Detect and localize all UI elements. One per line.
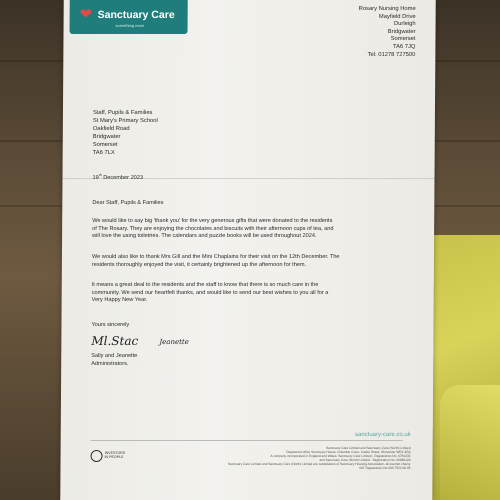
signatory-title: Administrators. <box>91 361 129 367</box>
paragraph-gifts: We would like to say big 'thank you' for the very generous gifts that were donated to the residents of The Rosary. They are enjoying the chocolates and biscuits with their afternoon cups of tea, and will love the using toiletries. The calendars and puzzle books will be used throughout 2024. <box>92 218 334 240</box>
heart-icon: ❤ <box>79 6 93 23</box>
paragraph-visit: We would also like to thank Mrs Gill and the Mini Chaplains for their visit on the 12th December. The residents thoroughly enjoyed the visit, it certainly brightened up the afternoon for them. <box>91 254 340 268</box>
paragraph-wishes: It means a great deal to the residents and the staff to know that there is so much care in the community. We send our heartfelt thanks, and would like to send our best wishes to you all for a Very Happy New Year. <box>91 282 329 304</box>
investors-in-people-label: INVESTORS IN PEOPLE <box>104 451 126 460</box>
salutation: Dear Staff, Pupils & Families <box>92 200 164 206</box>
yellow-fabric-fold <box>440 385 500 500</box>
sanctuary-care-logo <box>70 0 188 34</box>
signatory-names: Sally and Jeanette <box>91 353 138 359</box>
letter-page <box>60 0 435 500</box>
footer-fine-print: Sanctuary Care Limited and Sanctuary Care (North) Limited Registered office Sanctuary House, Chamber Court, Castle Street, Worcester WR1 3ZQ A company incorporated in England and Wales. Sanctuary Care Limited - Registration No. 6781231 and Sanctuary Care (North) Limited - Registration No. 06089120 Sanctuary Care Limited and Sanctuary Care (North) Limited are subsidiaries of Sanctuary Housing Association, all exempt charity VAT Registration No 695 7522 06 95 <box>227 446 411 470</box>
footer-divider <box>91 440 403 441</box>
letter-date: 19th December 2023 <box>92 173 144 181</box>
brand-tagline: something more <box>115 23 145 28</box>
signature-sally: Ml.Stac <box>91 334 139 348</box>
sender-address: Rosary Nursing Home Mayfield Drive Durleigh Bridgwater Somerset TA6 7JQ Tel: 01278 727500 <box>358 6 416 58</box>
website-link[interactable]: sanctuary-care.co.uk <box>354 432 411 438</box>
brand-name: Sanctuary Care <box>97 9 175 21</box>
signature-jeanette: Jeanette <box>159 338 189 346</box>
closing: Yours sincerely <box>91 322 130 328</box>
investors-in-people-icon <box>91 450 103 462</box>
recipient-address: Staff, Pupils & Families St Mary's Primary School Oakfield Road Bridgwater Somerset TA6 7LX <box>92 110 158 156</box>
